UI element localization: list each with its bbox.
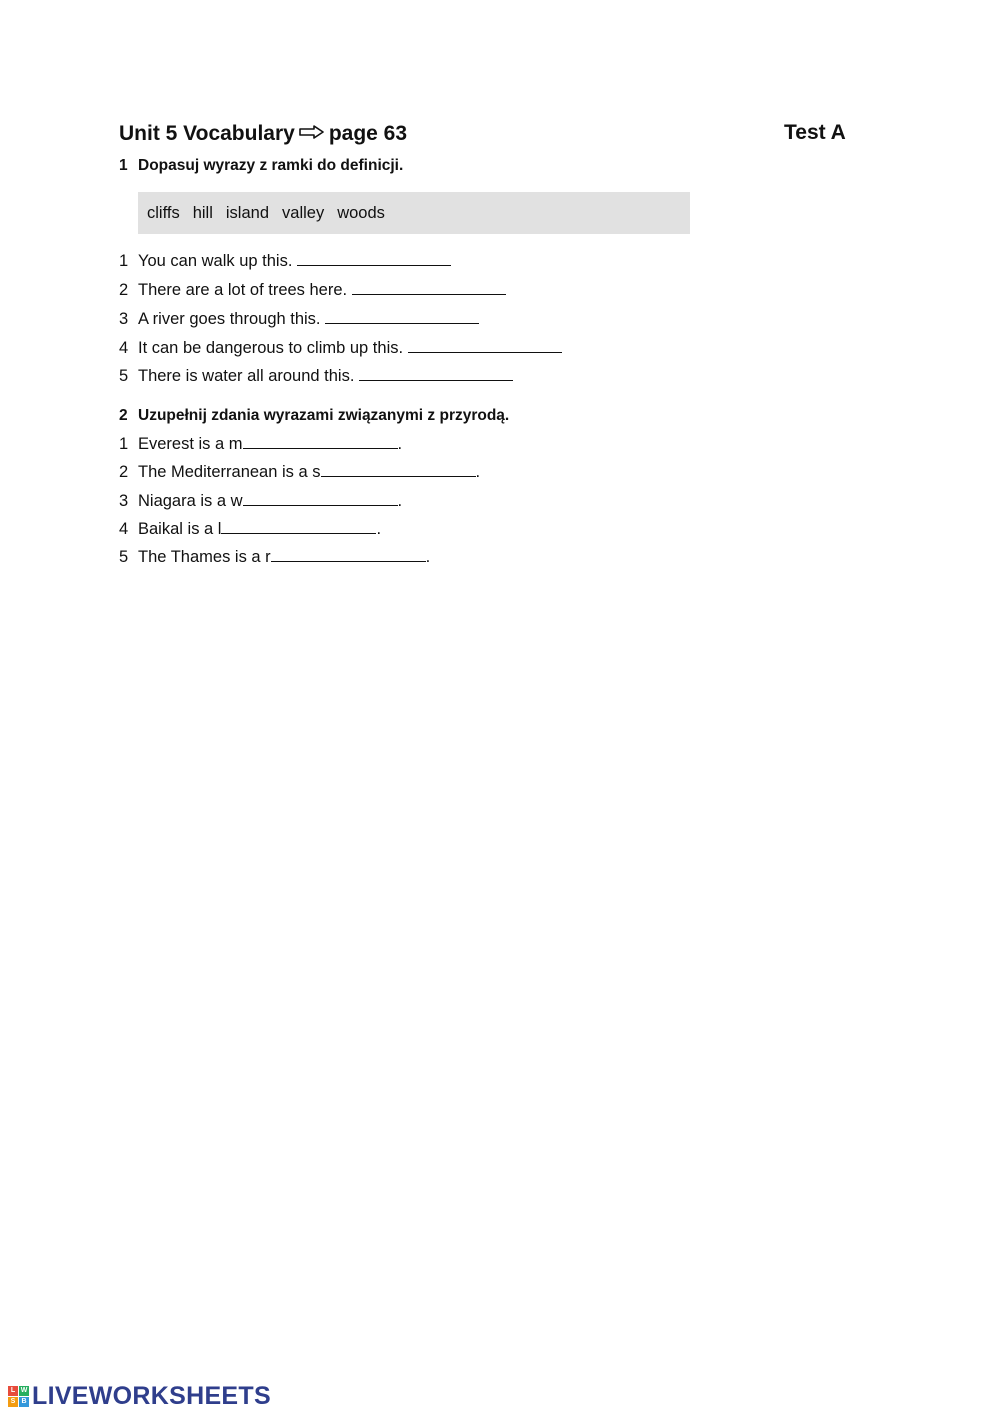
item-text: It can be dangerous to climb up this. bbox=[138, 339, 404, 357]
answer-blank[interactable] bbox=[271, 547, 426, 562]
answer-blank[interactable] bbox=[321, 462, 476, 477]
answer-blank[interactable] bbox=[243, 491, 398, 506]
word-box-item: woods bbox=[337, 204, 385, 222]
exercise1-number: 1 bbox=[119, 157, 128, 174]
logo-tile: B bbox=[19, 1397, 29, 1407]
test-label: Test A bbox=[784, 121, 846, 144]
logo-tile: S bbox=[8, 1397, 18, 1407]
item-number: 2 bbox=[119, 281, 129, 299]
item-text: You can walk up this. bbox=[138, 252, 293, 270]
item-number: 5 bbox=[119, 548, 129, 566]
item-suffix: . bbox=[425, 548, 431, 566]
answer-blank[interactable] bbox=[352, 280, 506, 295]
item-prefix: The Thames is a r bbox=[138, 548, 271, 566]
item-suffix: . bbox=[475, 463, 481, 481]
exercise1-item bbox=[119, 280, 506, 300]
answer-blank[interactable] bbox=[408, 338, 562, 353]
word-box-item: valley bbox=[282, 204, 325, 222]
exercise2-item bbox=[119, 519, 381, 539]
item-prefix: Niagara is a w bbox=[138, 492, 243, 510]
worksheet-title bbox=[119, 121, 407, 148]
exercise2-item bbox=[119, 547, 430, 567]
item-number: 1 bbox=[119, 252, 129, 270]
answer-blank[interactable] bbox=[297, 251, 451, 266]
exercise2-number: 2 bbox=[119, 407, 128, 424]
exercise2-item bbox=[119, 462, 480, 482]
item-text: There is water all around this. bbox=[138, 367, 355, 385]
answer-blank[interactable] bbox=[221, 519, 376, 534]
title-page: page 63 bbox=[328, 122, 408, 146]
item-number: 4 bbox=[119, 520, 129, 538]
word-box bbox=[138, 192, 690, 234]
word-box-item: island bbox=[225, 204, 270, 222]
item-prefix: Baikal is a l bbox=[138, 520, 222, 538]
item-number: 5 bbox=[119, 367, 129, 385]
answer-blank[interactable] bbox=[359, 366, 513, 381]
exercise2-item bbox=[119, 491, 402, 511]
logo-text: LIVEWORKSHEETS bbox=[32, 1381, 271, 1410]
item-number: 3 bbox=[119, 310, 129, 328]
item-number: 3 bbox=[119, 492, 129, 510]
item-number: 1 bbox=[119, 435, 129, 453]
exercise1-item bbox=[119, 309, 479, 329]
item-text: A river goes through this. bbox=[138, 310, 321, 328]
liveworksheets-logo[interactable] bbox=[8, 1381, 271, 1411]
item-number: 4 bbox=[119, 339, 129, 357]
exercise1-instruction-text: Dopasuj wyrazy z ramki do definicji. bbox=[138, 157, 404, 174]
exercise2-item bbox=[119, 434, 402, 454]
answer-blank[interactable] bbox=[325, 309, 479, 324]
logo-tile: W bbox=[20, 1386, 28, 1394]
exercise1-item bbox=[119, 338, 562, 358]
exercise2-instruction bbox=[119, 407, 509, 425]
item-prefix: The Mediterranean is a s bbox=[138, 463, 321, 481]
item-suffix: . bbox=[397, 492, 403, 510]
exercise1-item bbox=[119, 251, 451, 271]
answer-blank[interactable] bbox=[243, 434, 398, 449]
item-suffix: . bbox=[397, 435, 403, 453]
word-box-item: hill bbox=[192, 204, 213, 222]
arrow-right-icon bbox=[299, 121, 325, 145]
item-number: 2 bbox=[119, 463, 129, 481]
item-text: There are a lot of trees here. bbox=[138, 281, 348, 299]
title-unit: Unit 5 Vocabulary bbox=[119, 122, 295, 146]
word-box-item: cliffs bbox=[147, 204, 180, 222]
item-suffix: . bbox=[376, 520, 382, 538]
exercise2-instruction-text: Uzupełnij zdania wyrazami związanymi z przyrodą. bbox=[138, 407, 510, 424]
exercise1-instruction bbox=[119, 157, 403, 175]
exercise1-item bbox=[119, 366, 513, 386]
logo-mark-icon bbox=[8, 1386, 29, 1407]
logo-tile: L bbox=[8, 1386, 18, 1396]
item-prefix: Everest is a m bbox=[138, 435, 243, 453]
